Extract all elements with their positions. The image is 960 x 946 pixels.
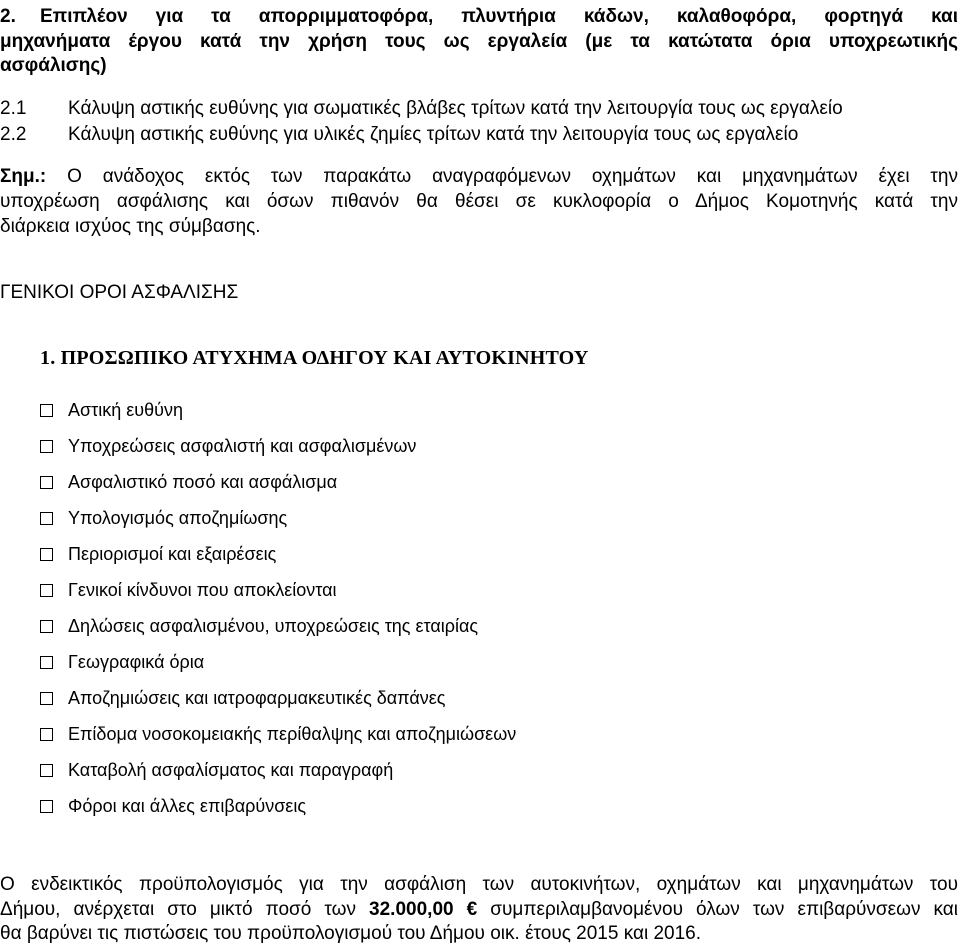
subsection-title: 1. ΠΡΟΣΩΠΙΚΟ ΑΤΥΧΗΜΑ ΟΔΗΓΟΥ ΚΑΙ ΑΥΤΟΚΙΝΗΤΟΥ <box>40 347 589 369</box>
checkbox-icon <box>40 800 53 813</box>
subsection-2-1 <box>0 96 843 121</box>
list-item-label: Καταβολή ασφαλίσματος και παραγραφή <box>68 760 394 780</box>
subsection-number: 2.2 <box>0 124 27 145</box>
list-item-label: Επίδομα νοσοκομειακής περίθαλψης και αποζημιώσεων <box>68 724 517 744</box>
note-line-1 <box>0 164 958 189</box>
checkbox-icon <box>40 512 53 525</box>
section-2-number: 2. <box>0 6 16 27</box>
list-item-label: Ασφαλιστικό ποσό και ασφάλισμα <box>68 472 338 492</box>
section-2-heading-line-3: ασφάλισης) <box>0 55 107 76</box>
checkbox-icon <box>40 620 53 633</box>
note-label: Σημ. <box>0 166 40 187</box>
checkbox-icon <box>40 476 53 489</box>
budget-line-2-start: Δήμου, ανέρχεται στο μικτό ποσό των <box>0 899 370 920</box>
general-terms-title: ΓΕΝΙΚΟΙ ΟΡΟΙ ΑΣΦΑΛΙΣΗΣ <box>0 282 239 303</box>
section-2-heading-line-1: Επιπλέον για τα απορριμματοφόρα, πλυντήρια κάδων, καλαθοφόρα, φορτηγά και <box>40 6 958 27</box>
list-item-label: Αποζημιώσεις και ιατροφαρμακευτικές δαπάνες <box>68 688 446 708</box>
list-item-label: Γεωγραφικά όρια <box>68 652 205 672</box>
list-item-label: Γενικοί κίνδυνοι που αποκλείονται <box>68 580 337 600</box>
checkbox-icon <box>40 440 53 453</box>
note-line-2: υποχρέωση ασφάλισης και όσων πιθανόν θα θέσει σε κυκλοφορία ο Δήμος Κομοτηνής κατά την <box>0 191 958 212</box>
budget-line-2 <box>0 897 958 922</box>
budget-line-1: Ο ενδεικτικός προϋπολογισμός για την ασφάλιση των αυτοκινήτων, οχημάτων και μηχανημάτων του <box>0 874 958 895</box>
checkbox-icon <box>40 656 53 669</box>
list-item-label: Υπολογισμός αποζημίωσης <box>68 508 288 528</box>
list-item-label: Δηλώσεις ασφαλισμένου, υποχρεώσεις της εταιρίας <box>68 616 479 636</box>
budget-amount: 32.000,00 <box>369 899 454 920</box>
checkbox-icon <box>40 764 53 777</box>
checkbox-icon <box>40 728 53 741</box>
subsection-text: Κάλυψη αστικής ευθύνης για υλικές ζημίες τρίτων κατά την λειτουργία τους ως εργαλείο <box>68 124 799 145</box>
note-line-1-text: Ο ανάδοχος εκτός των παρακάτω αναγραφόμενων οχημάτων και μηχανημάτων έχει την <box>67 166 958 187</box>
note-colon: : <box>39 166 47 187</box>
list-item-label: Περιορισμοί και εξαιρέσεις <box>68 544 277 564</box>
note-line-3: διάρκεια ισχύος της σύμβασης. <box>0 216 261 237</box>
checkbox-icon <box>40 548 53 561</box>
checkbox-icon <box>40 692 53 705</box>
subsection-text: Κάλυψη αστικής ευθύνης για σωματικές βλάβες τρίτων κατά την λειτουργία τους ως εργαλείο <box>68 98 843 119</box>
list-item-label: Υποχρεώσεις ασφαλιστή και ασφαλισμένων <box>68 436 417 456</box>
budget-line-2-end: συμπεριλαμβανομένου όλων των επιβαρύνσεων και <box>477 899 958 920</box>
section-2-heading-line-2: μηχανήματα έργου κατά την χρήση τους ως εργαλεία (με τα κατώτατα όρια υποχρεωτικής <box>0 31 958 52</box>
subsection-2-2 <box>0 122 798 147</box>
list-item-label: Φόροι και άλλες επιβαρύνσεις <box>68 796 307 816</box>
euro-sign: € <box>466 899 478 920</box>
budget-line-3: θα βαρύνει τις πιστώσεις του προϋπολογισμού του Δήμου οικ. έτους 2015 και 2016. <box>0 923 702 944</box>
list-item-label: Αστική ευθύνη <box>68 400 183 420</box>
checkbox-icon <box>40 404 53 417</box>
subsection-number: 2.1 <box>0 98 27 119</box>
checkbox-icon <box>40 584 53 597</box>
